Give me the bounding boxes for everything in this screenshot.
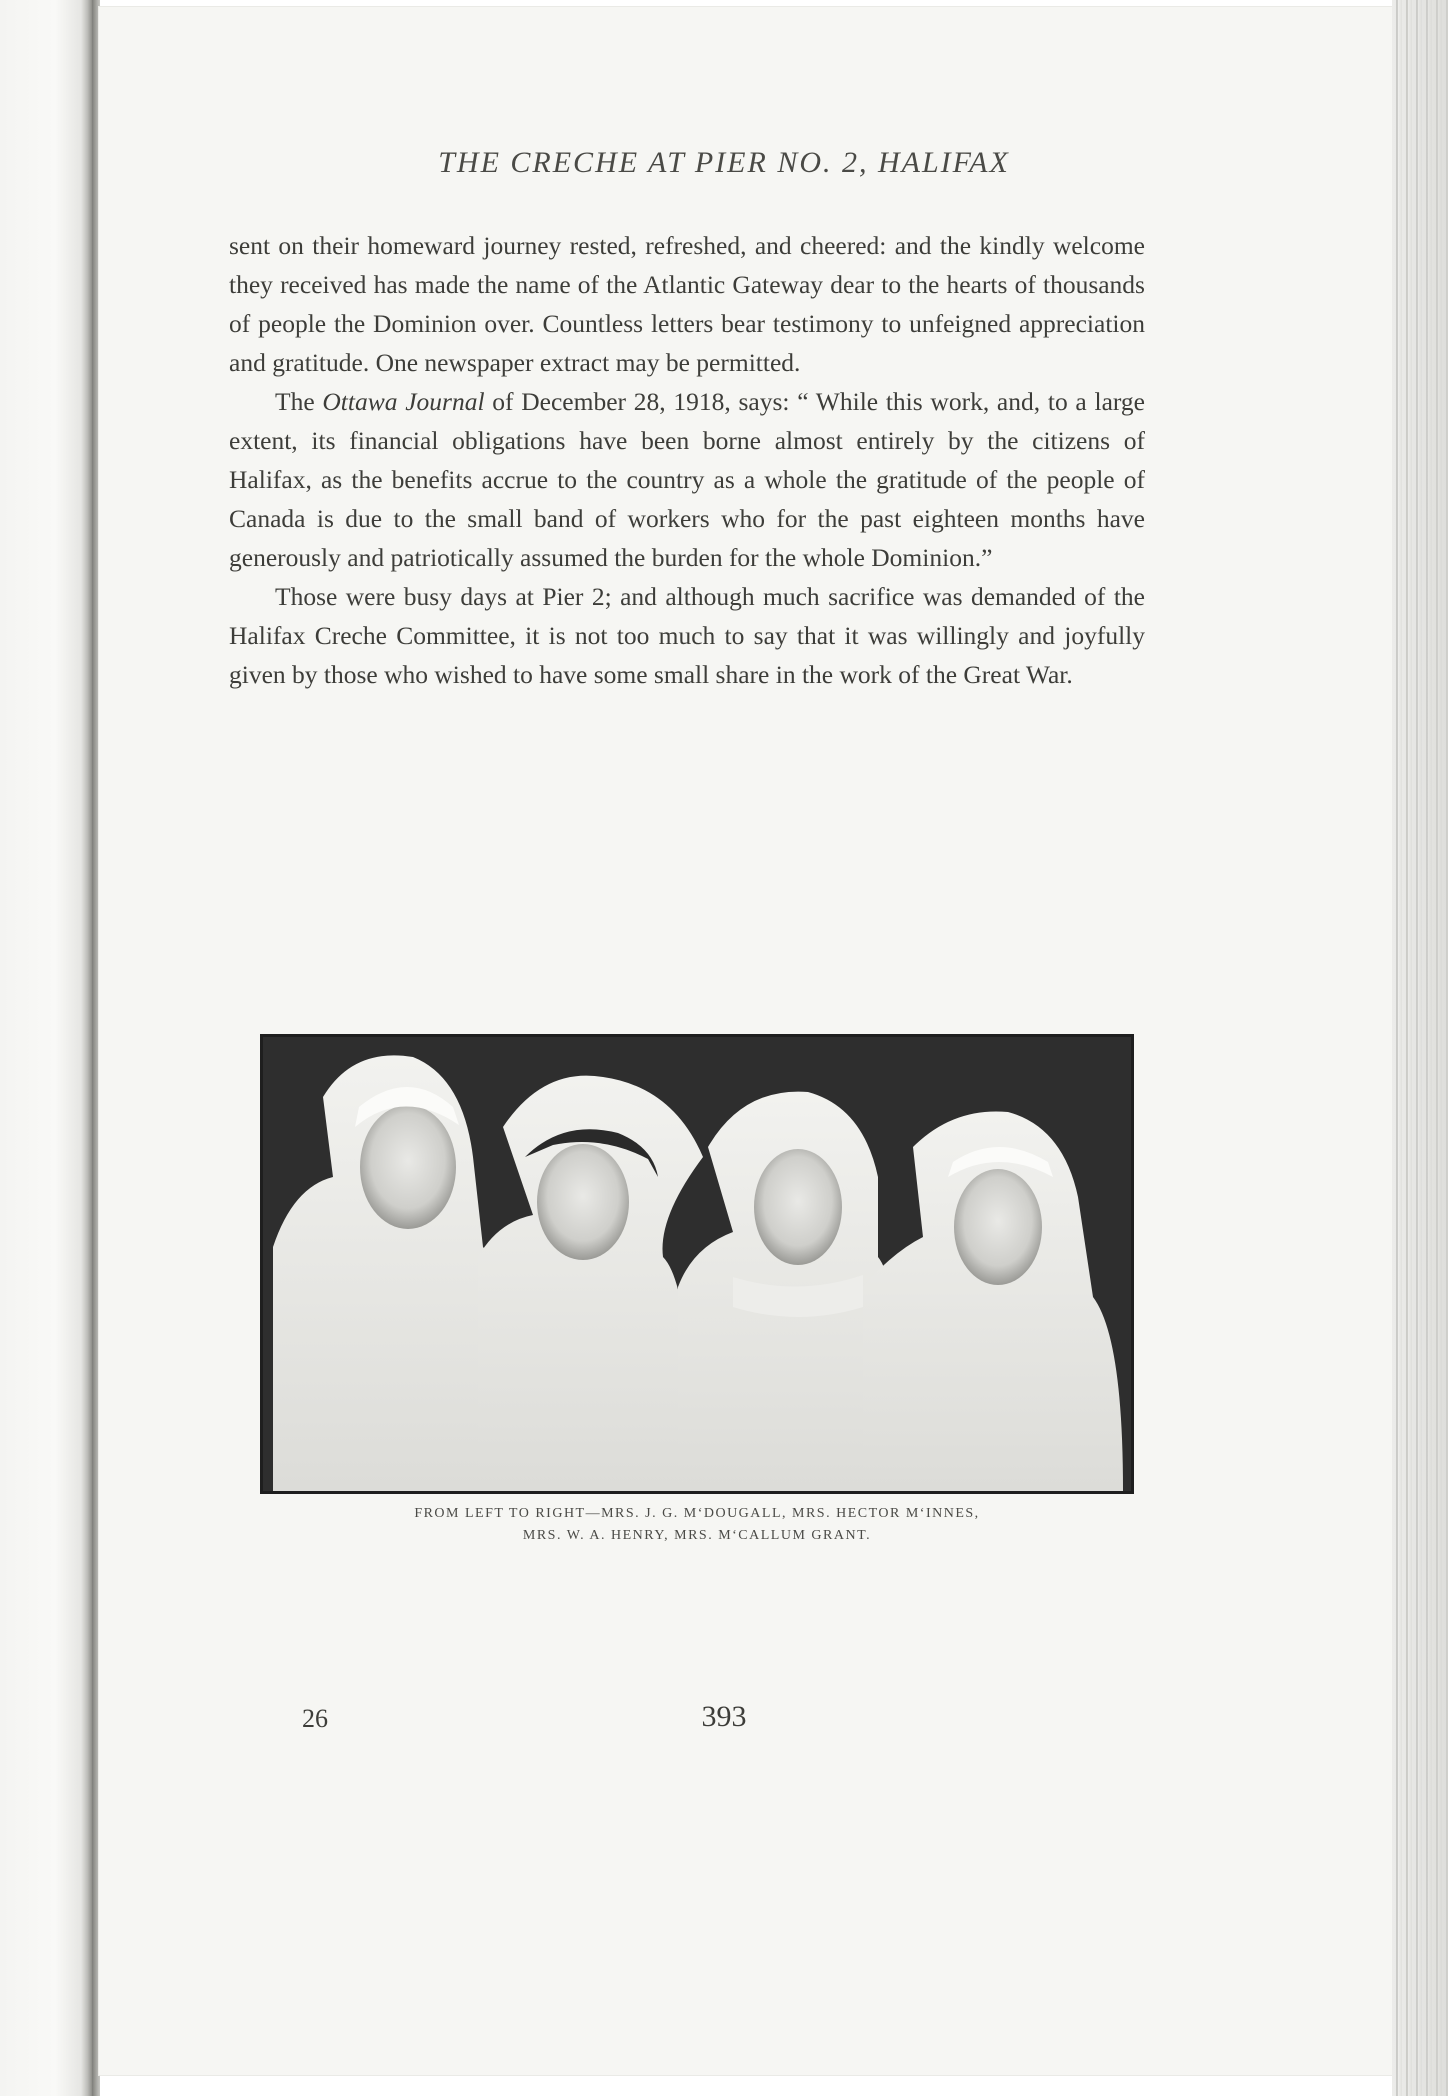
paragraph-lead: The xyxy=(275,387,323,416)
running-head: THE CRECHE AT PIER NO. 2, HALIFAX xyxy=(438,146,1010,179)
newspaper-title: Ottawa Journal xyxy=(322,387,485,416)
four-women-photo-illustration xyxy=(263,1037,1131,1491)
caption-line-2: MRS. W. A. HENRY, MRS. M‘CALLUM GRANT. xyxy=(522,1528,872,1543)
photo-caption xyxy=(260,1503,1134,1547)
figure-2 xyxy=(478,1076,703,1491)
paragraph-quotation xyxy=(229,382,1145,577)
paragraph-continuation: sent on their homeward journey rested, refreshed, and cheered: and the kindly welcome they received has made the name of the Atlantic Gateway dear to the hearts of thousands of people the Dominion over. Countless letters bear testimony to unfeigned appreciation and gratitude. One newspaper extract may be permitted. xyxy=(229,231,1145,377)
page-stack-edges xyxy=(1392,0,1448,2096)
group-photograph xyxy=(260,1034,1134,1494)
quotation-text: of December 28, 1918, says: “ While this work, and, to a large extent, its financial obligations have been borne almost entirely by the citizens of Halifax, as the benefits accrue to the country as a whole the gratitude of the people of Canada is due to the small band of workers who for the past eighteen months have generously and patriotically assumed the burden for the whole Dominion.” xyxy=(229,387,1145,572)
page-number: 393 xyxy=(701,1700,747,1733)
facing-page-edge xyxy=(0,0,92,2096)
body-text xyxy=(229,226,1145,694)
caption-line-1: FROM LEFT TO RIGHT—MRS. J. G. M‘DOUGALL, MRS. HECTOR M‘INNES, xyxy=(414,1506,980,1521)
paragraph-closing: Those were busy days at Pier 2; and although much sacrifice was demanded of the Halifax Creche Committee, it is not too much to say that it was willingly and joyfully given by those who wished to have some small share in the work of the Great War. xyxy=(229,582,1145,689)
signature-mark: 26 xyxy=(302,1704,328,1733)
